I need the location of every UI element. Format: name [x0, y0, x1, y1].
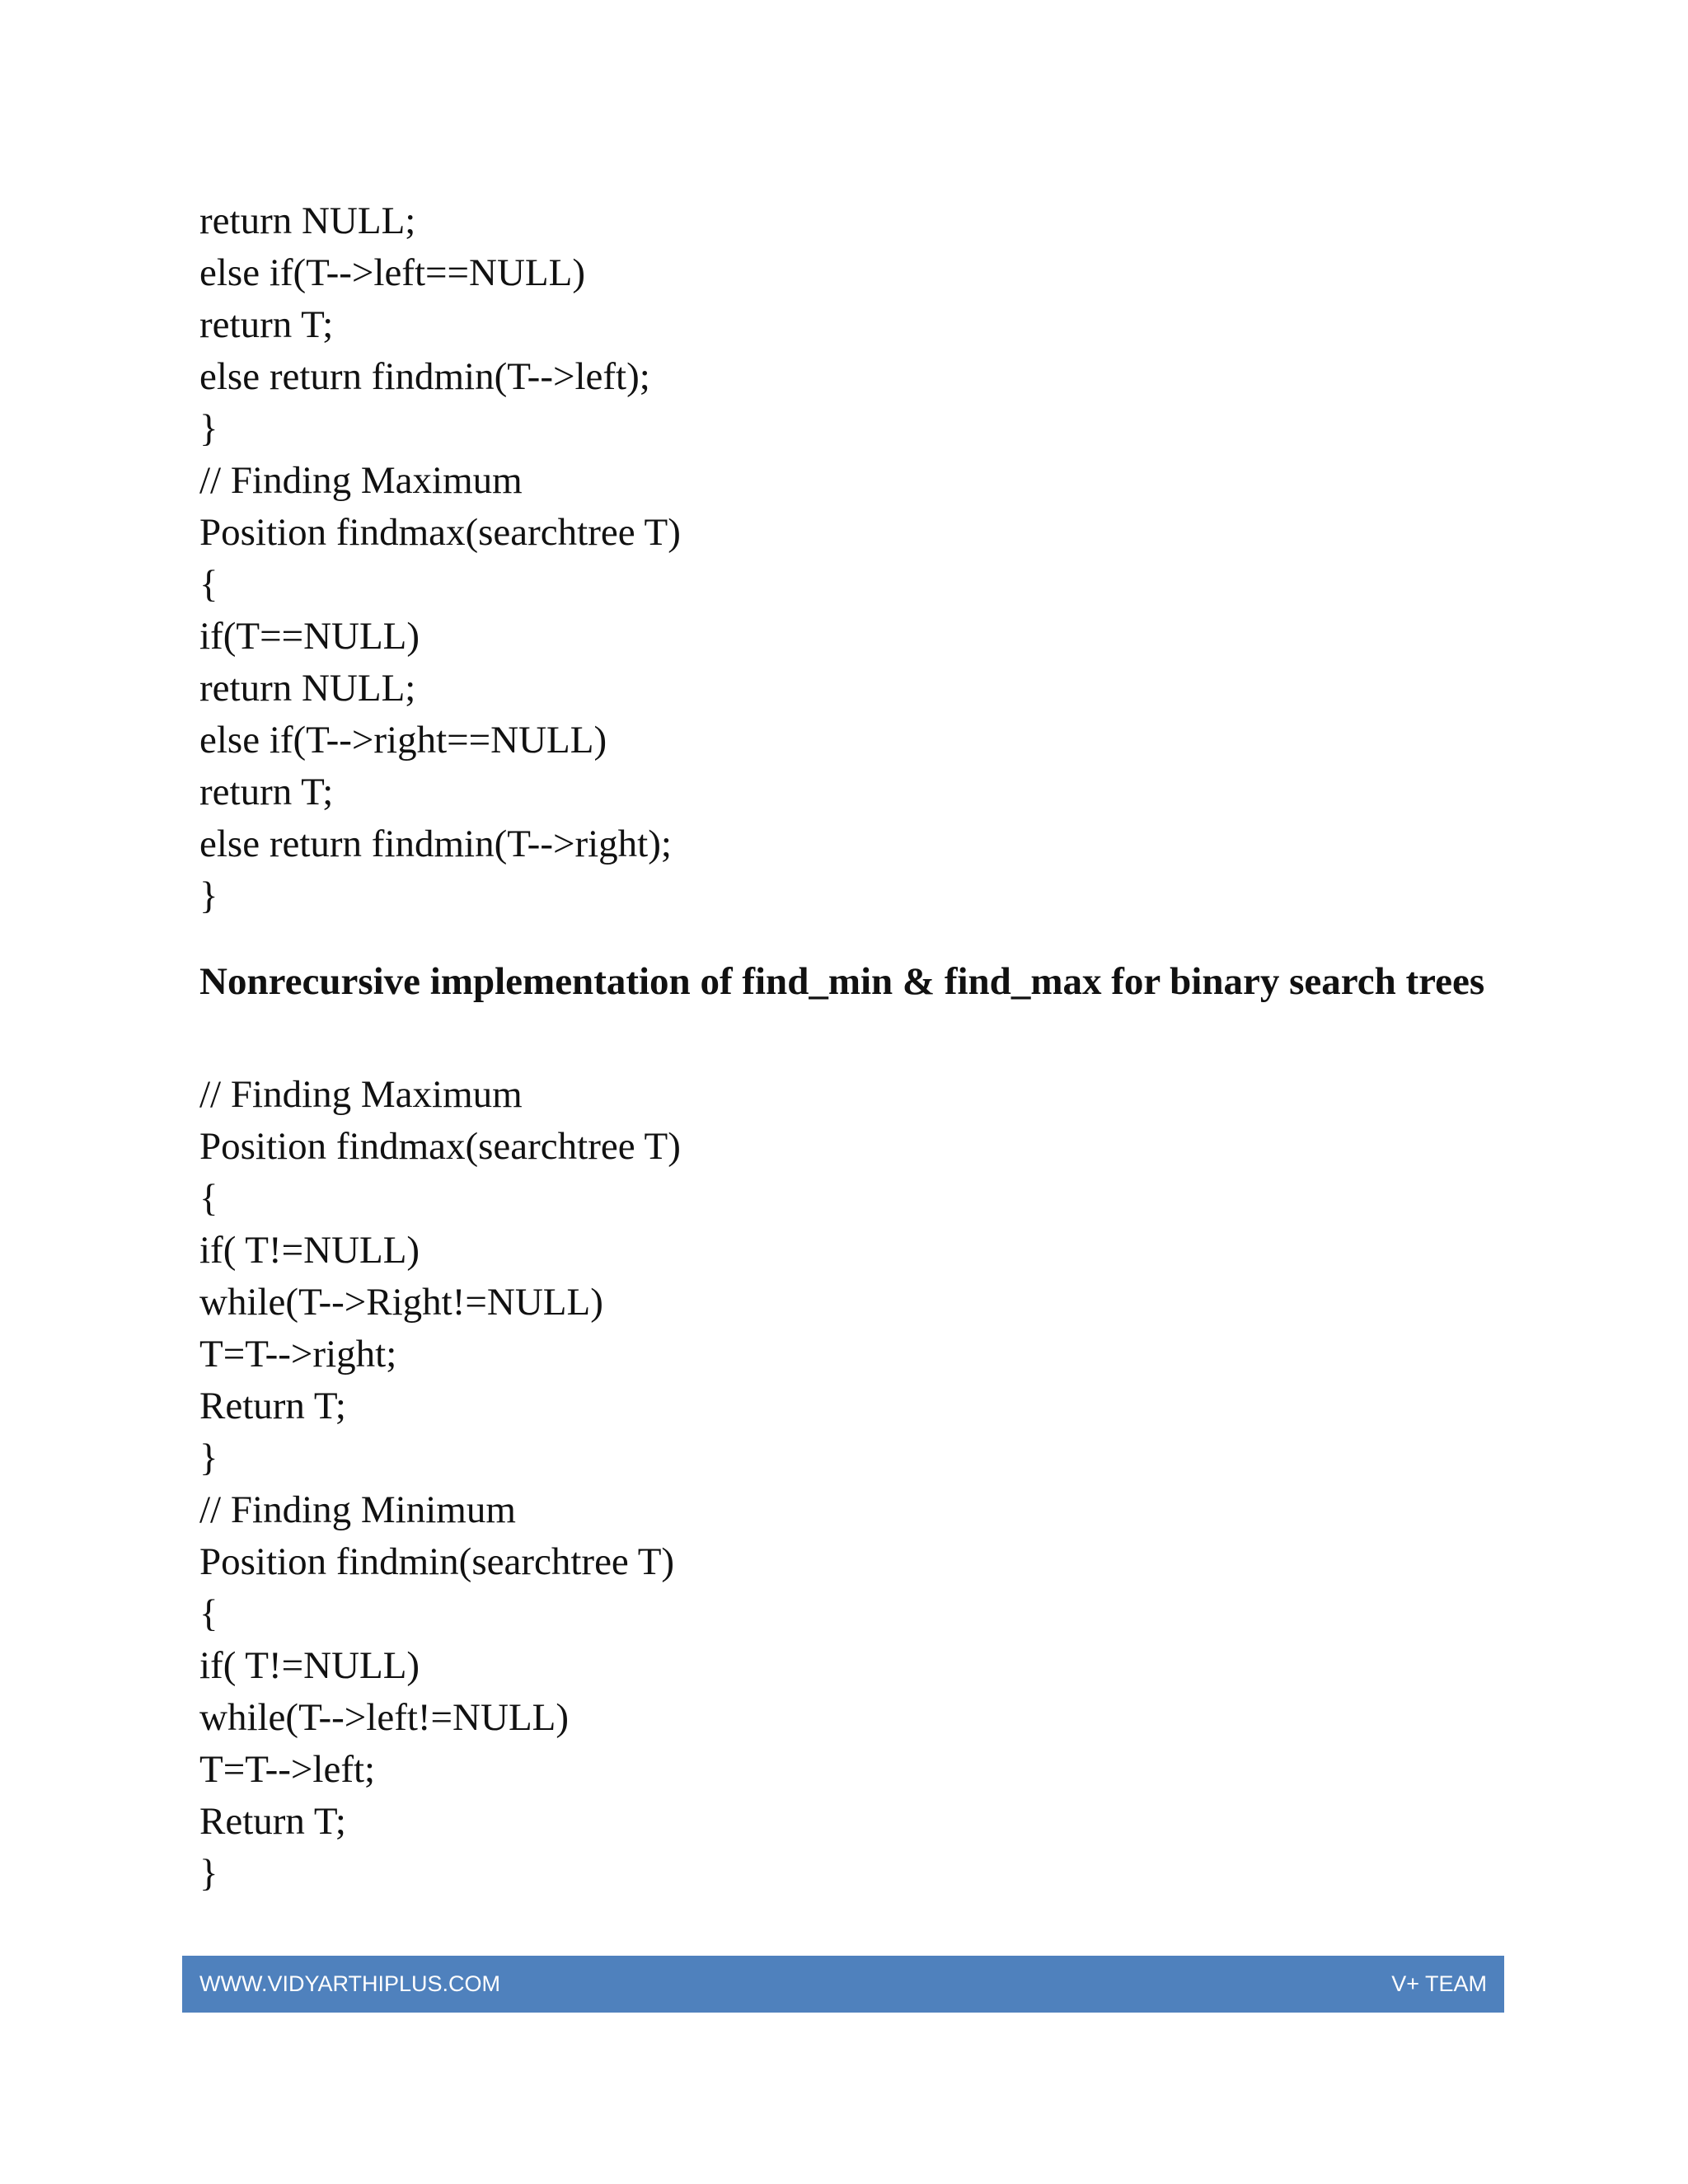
- code-line: Position findmin(searchtree T): [199, 1540, 675, 1583]
- code-block-nonrecursive: [199, 1069, 1518, 1900]
- code-line: Position findmax(searchtree T): [199, 511, 681, 554]
- code-line: if(T==NULL): [199, 615, 420, 658]
- code-line: {: [199, 563, 218, 606]
- code-line: {: [199, 1177, 218, 1220]
- code-line: if( T!=NULL): [199, 1644, 420, 1687]
- code-line: }: [199, 1852, 218, 1895]
- code-line: return NULL;: [199, 667, 416, 710]
- footer-team-label: V+ TEAM: [1391, 1971, 1487, 1996]
- code-comment: // Finding Maximum: [199, 1073, 523, 1116]
- code-line: }: [199, 874, 218, 917]
- code-comment: // Finding Minimum: [199, 1488, 516, 1531]
- code-line: if( T!=NULL): [199, 1229, 420, 1272]
- code-line: {: [199, 1592, 218, 1635]
- code-line: while(T-->left!=NULL): [199, 1696, 570, 1739]
- code-line: else return findmin(T-->left);: [199, 355, 650, 398]
- code-line: while(T-->Right!=NULL): [199, 1281, 603, 1324]
- code-line: }: [199, 1436, 218, 1479]
- code-line: return NULL;: [199, 199, 416, 242]
- footer-website-link[interactable]: WWW.VIDYARTHIPLUS.COM: [199, 1971, 501, 1996]
- code-line: else return findmin(T-->right);: [199, 823, 672, 865]
- code-block-recursive: [199, 195, 1518, 922]
- code-line: T=T-->left;: [199, 1748, 376, 1791]
- code-line: Return T;: [199, 1385, 346, 1427]
- code-line: Return T;: [199, 1800, 346, 1843]
- code-comment: // Finding Maximum: [199, 459, 523, 502]
- code-line: Position findmax(searchtree T): [199, 1125, 681, 1168]
- page-footer-bar: [182, 1956, 1504, 2013]
- code-line: else if(T-->right==NULL): [199, 719, 607, 762]
- code-line: return T;: [199, 771, 334, 813]
- code-line: }: [199, 407, 218, 450]
- code-line: T=T-->right;: [199, 1333, 397, 1376]
- code-line: else if(T-->left==NULL): [199, 251, 585, 294]
- section-heading: Nonrecursive implementation of find_min & find_max for binary search trees: [199, 960, 1485, 1003]
- code-line: return T;: [199, 303, 334, 346]
